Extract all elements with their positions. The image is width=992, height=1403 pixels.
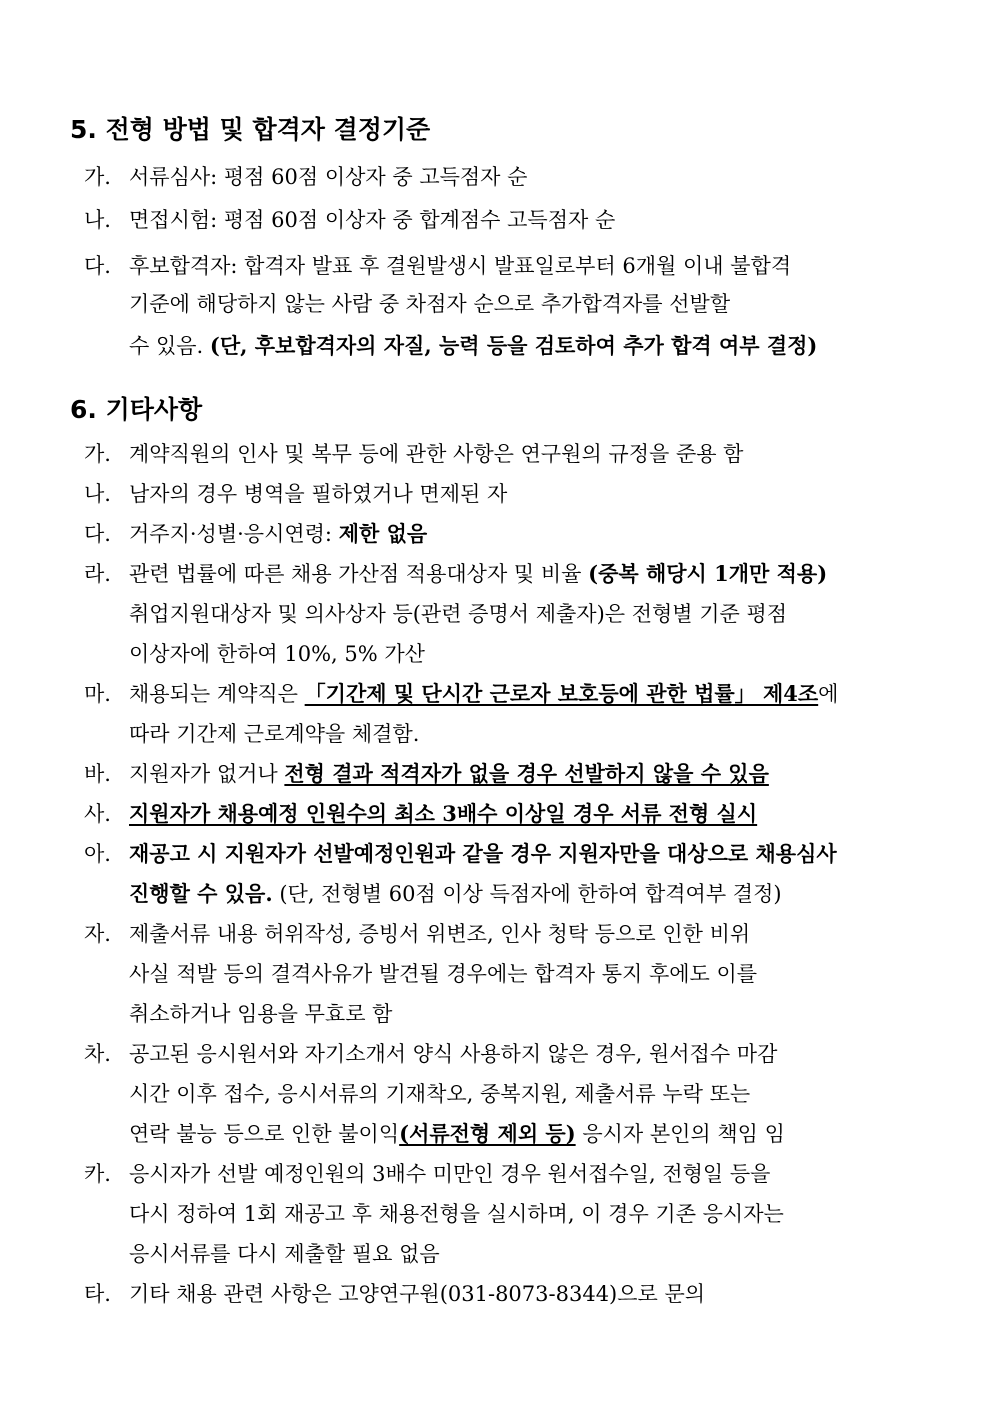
item-underlined-text: (서류전형 제외 등) xyxy=(399,1121,576,1146)
item-marker: 자. xyxy=(84,922,111,946)
item-line: 취업지원대상자 및 의사상자 등(관련 증명서 제출자)은 전형별 기준 평점 xyxy=(129,602,788,626)
item-line xyxy=(84,517,922,551)
item-line xyxy=(84,757,922,791)
item-marker: 사. xyxy=(84,802,111,826)
item-line xyxy=(84,1277,922,1311)
item-bold-text: 진행할 수 있음. xyxy=(129,881,273,906)
item-marker: 라. xyxy=(84,562,111,586)
item-underlined-text: 전형 결과 적격자가 없을 경우 선발하지 않을 수 있음 xyxy=(284,761,769,786)
item-line xyxy=(84,249,922,283)
item-line xyxy=(84,477,922,511)
item-line xyxy=(84,1037,922,1071)
item-line xyxy=(129,329,922,363)
item-text: 지원자가 없거나 xyxy=(129,762,278,786)
item-text: 응시자 본인의 책임 임 xyxy=(582,1122,785,1146)
item-bold-text: (중복 해당시 1개만 적용) xyxy=(588,561,828,586)
item-line xyxy=(84,437,922,471)
item-line: 사실 적발 등의 결격사유가 발견될 경우에는 합격자 통지 후에도 이를 xyxy=(129,962,758,986)
item-text: 연락 불능 등으로 인한 불이익 xyxy=(129,1122,400,1146)
item-marker: 나. xyxy=(84,482,111,506)
section-5-title: 5. 전형 방법 및 합격자 결정기준 xyxy=(70,115,431,144)
item-text: 거주지·성별·응시연령: xyxy=(129,522,332,546)
item-text: 기타 채용 관련 사항은 고양연구원(031-8073-8344)으로 문의 xyxy=(129,1282,706,1306)
item-text: 채용되는 계약직은 xyxy=(129,682,298,706)
item-line xyxy=(84,677,922,711)
item-text: 수 있음. xyxy=(129,334,204,358)
item-underlined-text: 「기간제 및 단시간 근로자 보호등에 관한 법률」 제4조 xyxy=(304,681,819,706)
item-marker: 나. xyxy=(84,208,111,232)
item-bold-text: (단, 후보합격자의 자질, 능력 등을 검토하여 추가 합격 여부 결정) xyxy=(209,333,818,358)
item-line: 취소하거나 임용을 무효로 함 xyxy=(129,1002,393,1026)
item-line: 응시서류를 다시 제출할 필요 없음 xyxy=(129,1242,440,1266)
item-text: 면접시험: 평점 60점 이상자 중 합계점수 고득점자 순 xyxy=(129,208,616,232)
item-line: 시간 이후 접수, 응시서류의 기재착오, 중복지원, 제출서류 누락 또는 xyxy=(129,1082,751,1106)
item-line xyxy=(129,877,922,911)
item-line: 기준에 해당하지 않는 사람 중 차점자 순으로 추가합격자를 선발할 xyxy=(129,292,731,316)
item-line: 이상자에 한하여 10%, 5% 가산 xyxy=(129,642,425,666)
item-bold-text: 제한 없음 xyxy=(338,521,428,546)
item-marker: 가. xyxy=(84,165,111,189)
item-marker: 다. xyxy=(84,522,111,546)
item-line xyxy=(84,203,922,237)
item-marker: 아. xyxy=(84,842,111,866)
item-text: (단, 전형별 60점 이상 득점자에 한하여 합격여부 결정) xyxy=(279,882,782,906)
item-marker: 가. xyxy=(84,442,111,466)
item-marker: 다. xyxy=(84,254,111,278)
item-marker: 마. xyxy=(84,682,111,706)
item-marker: 타. xyxy=(84,1282,111,1306)
item-line: 따라 기간제 근로계약을 체결함. xyxy=(129,722,420,746)
item-text: 공고된 응시원서와 자기소개서 양식 사용하지 않은 경우, 원서접수 마감 xyxy=(129,1042,778,1066)
item-text: 남자의 경우 병역을 필하였거나 면제된 자 xyxy=(129,482,508,506)
item-line: 다시 정하여 1회 재공고 후 채용전형을 실시하며, 이 경우 기존 응시자는 xyxy=(129,1202,784,1226)
item-text: 계약직원의 인사 및 복무 등에 관한 사항은 연구원의 규정을 준용 함 xyxy=(129,442,744,466)
item-text: 응시자가 선발 예정인원의 3배수 미만인 경우 원서접수일, 전형일 등을 xyxy=(129,1162,771,1186)
item-text: 에 xyxy=(818,682,839,706)
item-text: 후보합격자: 합격자 발표 후 결원발생시 발표일로부터 6개월 이내 불합격 xyxy=(129,254,792,278)
item-marker: 차. xyxy=(84,1042,111,1066)
item-line xyxy=(84,797,922,831)
section-6-title: 6. 기타사항 xyxy=(70,395,203,424)
item-marker: 바. xyxy=(84,762,111,786)
item-line xyxy=(84,837,922,871)
item-text: 서류심사: 평점 60점 이상자 중 고득점자 순 xyxy=(129,165,528,189)
item-line xyxy=(129,1117,922,1151)
item-bold-text: 재공고 시 지원자가 선발예정인원과 같을 경우 지원자만을 대상으로 채용심사 xyxy=(129,841,837,866)
item-line xyxy=(84,1157,922,1191)
item-underlined-text: 지원자가 채용예정 인원수의 최소 3배수 이상일 경우 서류 전형 실시 xyxy=(129,801,758,826)
item-text: 관련 법률에 따른 채용 가산점 적용대상자 및 비율 xyxy=(129,562,582,586)
item-line xyxy=(84,557,922,591)
item-line xyxy=(84,917,922,951)
item-marker: 카. xyxy=(84,1162,111,1186)
item-line xyxy=(84,160,922,194)
item-text: 제출서류 내용 허위작성, 증빙서 위변조, 인사 청탁 등으로 인한 비위 xyxy=(129,922,751,946)
